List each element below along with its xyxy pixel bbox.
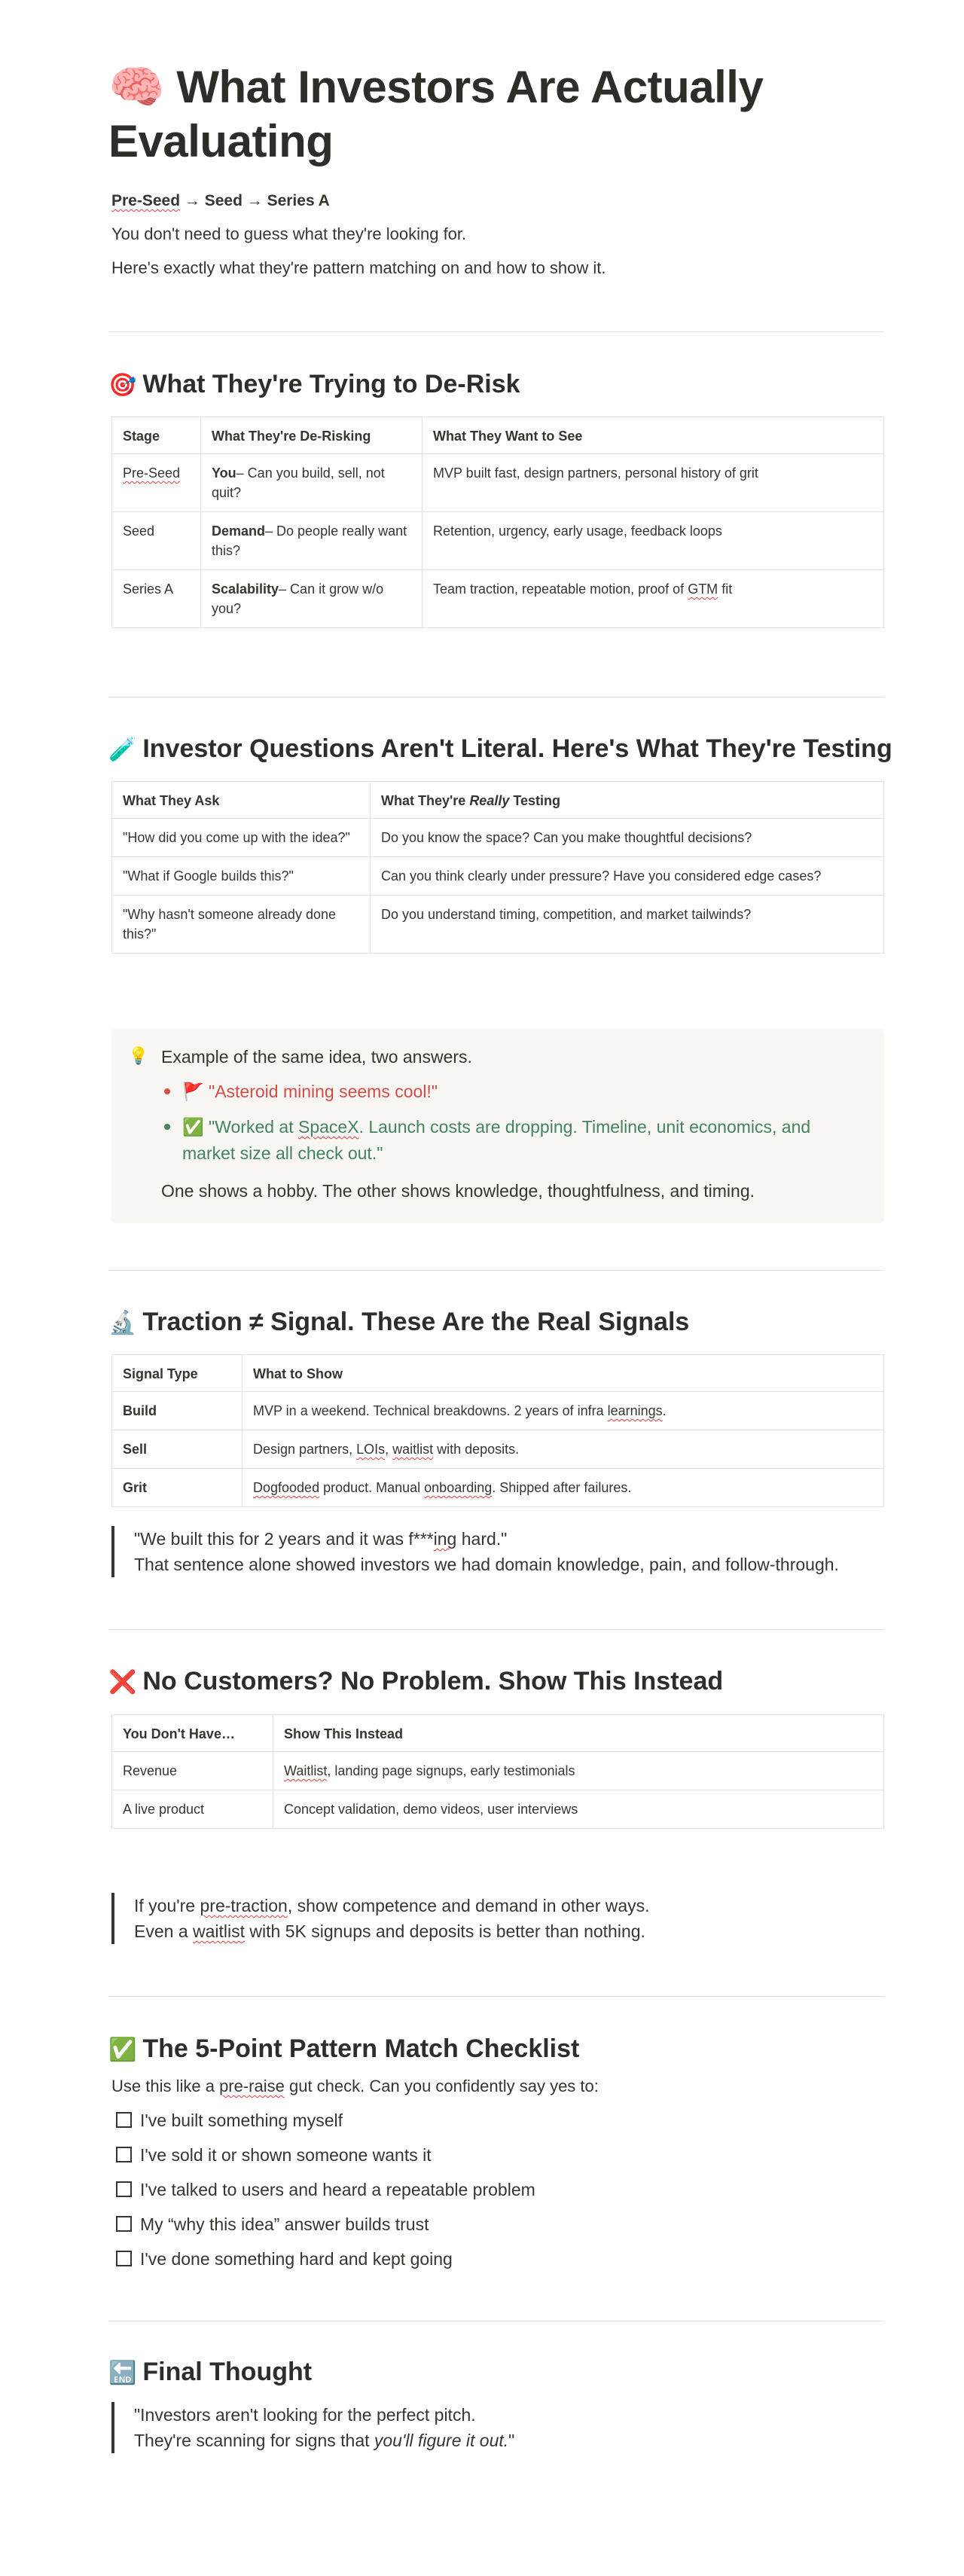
test-tube-icon: 🧪 — [108, 737, 137, 763]
cell-text: – Can you build, sell, not quit? — [212, 465, 385, 500]
divider — [108, 1629, 884, 1630]
cell-text: – Can it grow w/o you? — [212, 581, 384, 616]
divider — [108, 331, 884, 332]
column-header: Stage — [112, 417, 201, 454]
table-cell — [243, 1430, 884, 1469]
brain-icon: 🧠 — [108, 61, 165, 114]
cell-text: Pre-Seed — [123, 465, 181, 481]
checklist-item-label: I've talked to users and heard a repeatable problem — [140, 2180, 535, 2199]
table-cell — [273, 1752, 884, 1790]
pattern-checklist — [116, 2109, 535, 2282]
intro-text: Use this like a — [111, 2077, 220, 2095]
checkbox[interactable] — [116, 2251, 132, 2266]
checklist-item-label: I've sold it or shown someone wants it — [140, 2145, 432, 2165]
table-cell: "How did you come up with the idea?" — [112, 819, 371, 857]
cell-text: . Shipped after failures. — [492, 1480, 632, 1495]
cell-bold-text: Scalability — [212, 581, 279, 597]
quote-text: hard." — [456, 1529, 508, 1549]
section-heading-no-customers — [108, 1665, 723, 1699]
quote-text: waitlist — [193, 1921, 246, 1941]
table-row — [112, 512, 884, 570]
bullet-dot — [164, 1124, 170, 1130]
quote-line — [134, 1893, 650, 1918]
table-cell — [423, 570, 884, 628]
good-answer-text: SpaceX — [297, 1117, 359, 1137]
check-box-icon: ✅ — [108, 2037, 137, 2063]
column-header: What to Show — [243, 1355, 884, 1392]
table-cell: Retention, urgency, early usage, feedback loops — [423, 512, 884, 570]
cell-text: Design partners, — [253, 1442, 357, 1457]
table-cell — [243, 1392, 884, 1430]
table-cell: Do you know the space? Can you make thoughtful decisions? — [371, 819, 884, 857]
cell-text: Team traction, repeatable motion, proof of — [433, 581, 688, 597]
intro-line-2: Here's exactly what they're pattern matching on and how to show it. — [111, 258, 606, 277]
cell-text: – Do people really want this? — [212, 523, 407, 558]
table-cell: Build — [112, 1392, 243, 1430]
table-row — [112, 454, 884, 512]
table-cell — [201, 570, 423, 628]
table-cell: Grit — [112, 1469, 243, 1507]
quote-line — [134, 1918, 650, 1944]
quote-text: They're scanning for signs that — [134, 2431, 374, 2450]
stage-rest-text: → Seed → Series A — [180, 192, 330, 209]
column-header: What They Want to See — [423, 417, 884, 454]
table-cell — [201, 512, 423, 570]
cell-bold-text: Demand — [212, 523, 266, 539]
target-icon: 🎯 — [108, 372, 137, 398]
quote-line — [134, 1526, 839, 1552]
quote-text: ing — [433, 1529, 457, 1549]
cell-text: with deposits. — [433, 1442, 520, 1457]
red-flag-icon: 🚩 — [182, 1082, 204, 1102]
quote-text: If you're — [134, 1896, 200, 1915]
cell-text: MVP in a weekend. Technical breakdowns. 2 years of infra — [253, 1403, 608, 1418]
intro-line-1: You don't need to guess what they're looking for. — [111, 224, 467, 243]
table-cell: "What if Google builds this?" — [112, 857, 371, 896]
quote-emphasis: you'll figure it out. — [374, 2431, 509, 2450]
signals-table — [111, 1354, 884, 1507]
quote-line: "Investors aren't looking for the perfect pitch. — [134, 2405, 476, 2425]
bullet-dot — [164, 1088, 170, 1094]
table-cell: MVP built fast, design partners, personal history of grit — [423, 454, 884, 512]
table-cell — [112, 454, 201, 512]
header-text: Testing — [509, 793, 561, 808]
callout-heading: Example of the same idea, two answers. — [161, 1047, 472, 1067]
section-heading-text: The 5-Point Pattern Match Checklist — [142, 2034, 580, 2063]
alternatives-table — [111, 1714, 884, 1829]
cell-text: product. Manual — [319, 1480, 425, 1495]
quote-text: with 5K signups and deposits is better than nothing. — [245, 1921, 645, 1941]
table-cell: Can you think clearly under pressure? Have you considered edge cases? — [371, 857, 884, 896]
checklist-intro — [111, 2075, 599, 2098]
table-header-row — [112, 1355, 884, 1392]
table-row — [112, 1752, 884, 1790]
final-quote — [111, 2402, 514, 2453]
cell-text: waitlist — [392, 1442, 434, 1457]
table-cell: Sell — [112, 1430, 243, 1469]
stage-preseed-text: Pre-Seed — [111, 192, 181, 209]
cell-text: , landing page signups, early testimonials — [327, 1763, 575, 1778]
checkbox[interactable] — [116, 2181, 132, 2197]
example-list — [161, 1079, 862, 1175]
intro-text: pre-raise — [219, 2077, 285, 2095]
page-title — [108, 60, 786, 169]
table-row — [112, 819, 884, 857]
table-cell: Series A — [112, 570, 201, 628]
table-cell — [243, 1469, 884, 1507]
quote-line: That sentence alone showed investors we had domain knowledge, pain, and follow-through. — [134, 1555, 839, 1574]
check-mark-icon: ✅ — [182, 1118, 204, 1137]
intro-text: gut check. Can you confidently say yes to: — [284, 2077, 599, 2095]
section-heading-text: Traction ≠ Signal. These Are the Real Signals — [142, 1308, 690, 1336]
checklist-item[interactable] — [116, 2109, 535, 2132]
table-cell: Seed — [112, 512, 201, 570]
pre-traction-quote — [111, 1893, 650, 1944]
cell-text: learnings — [607, 1403, 663, 1418]
quote-line — [134, 2428, 514, 2453]
list-item — [161, 1114, 862, 1166]
cell-text: Waitlist — [284, 1763, 328, 1778]
section-heading-text: Final Thought — [142, 2358, 313, 2386]
table-cell: A live product — [112, 1790, 273, 1829]
quote-text: "We built this for 2 years and it was f*** — [134, 1529, 434, 1549]
quote-text: , show competence and demand in other ways. — [287, 1896, 650, 1915]
example-callout — [111, 1029, 884, 1223]
section-heading-text: Investor Questions Aren't Literal. Here's What They're Testing — [142, 734, 892, 763]
page-title-text: What Investors Are Actually Evaluating — [108, 62, 764, 166]
cell-text: LOIs — [356, 1442, 386, 1457]
table-row — [112, 1430, 884, 1469]
quote-text: " — [508, 2431, 515, 2450]
end-arrow-icon: 🔚 — [108, 2360, 137, 2386]
checklist-item-label: I've done something hard and kept going — [140, 2249, 453, 2269]
derisk-table — [111, 417, 884, 628]
checklist-item[interactable] — [116, 2248, 535, 2270]
cell-text: GTM — [688, 581, 718, 597]
questions-table — [111, 781, 884, 954]
checkbox[interactable] — [116, 2216, 132, 2232]
column-header: Signal Type — [112, 1355, 243, 1392]
table-row — [112, 1790, 884, 1829]
column-header: You Don't Have… — [112, 1715, 273, 1752]
header-text: What They're — [381, 793, 470, 808]
cross-mark-icon: ❌ — [108, 1669, 137, 1695]
section-heading-questions — [108, 732, 892, 767]
table-header-row — [112, 1715, 884, 1752]
cell-text: fit — [718, 581, 733, 597]
table-row — [112, 896, 884, 954]
column-header: What They're De-Risking — [201, 417, 423, 454]
good-answer-text: . Launch costs are dropping. Timeline, unit economics, and market size all check out." — [182, 1117, 811, 1163]
lightbulb-icon: 💡 — [128, 1047, 149, 1066]
signals-quote — [111, 1526, 839, 1577]
cell-text: , — [385, 1442, 393, 1457]
section-heading-checklist — [108, 2032, 579, 2067]
table-row — [112, 1392, 884, 1430]
table-cell: Revenue — [112, 1752, 273, 1790]
cell-text: onboarding — [424, 1480, 493, 1495]
table-cell: Concept validation, demo videos, user interviews — [273, 1790, 884, 1829]
table-header-row — [112, 782, 884, 819]
section-heading-derisk — [108, 368, 520, 402]
funding-stages-line — [111, 190, 330, 212]
section-heading-text: What They're Trying to De-Risk — [142, 370, 520, 398]
divider — [108, 1996, 884, 1997]
cell-text: Dogfooded — [253, 1480, 320, 1495]
quote-text: Even a — [134, 1921, 193, 1941]
checkbox[interactable] — [116, 2147, 132, 2162]
table-row — [112, 857, 884, 896]
table-header-row — [112, 417, 884, 454]
column-header — [371, 782, 884, 819]
table-cell — [201, 454, 423, 512]
section-heading-signals — [108, 1305, 689, 1340]
section-heading-text: No Customers? No Problem. Show This Instead — [142, 1667, 724, 1695]
checklist-item[interactable] — [116, 2144, 535, 2166]
table-row — [112, 570, 884, 628]
checklist-item[interactable] — [116, 2178, 535, 2201]
callout-conclusion: One shows a hobby. The other shows knowledge, thoughtfulness, and timing. — [161, 1181, 755, 1201]
checklist-item[interactable] — [116, 2213, 535, 2236]
good-answer-text: "Worked at — [209, 1117, 298, 1137]
header-emphasis: Really — [469, 793, 510, 808]
list-item — [161, 1079, 862, 1105]
table-cell: Do you understand timing, competition, and market tailwinds? — [371, 896, 884, 954]
checkbox[interactable] — [116, 2112, 132, 2128]
table-cell: "Why hasn't someone already done this?" — [112, 896, 371, 954]
checklist-item-label: My “why this idea” answer builds trust — [140, 2214, 429, 2234]
table-row — [112, 1469, 884, 1507]
bad-answer-text: "Asteroid mining seems cool!" — [209, 1082, 438, 1101]
column-header: What They Ask — [112, 782, 371, 819]
section-heading-final-thought — [108, 2355, 312, 2390]
divider — [108, 1270, 884, 1271]
column-header: Show This Instead — [273, 1715, 884, 1752]
cell-bold-text: You — [212, 465, 236, 481]
microscope-icon: 🔬 — [108, 1310, 137, 1336]
checklist-item-label: I've built something myself — [140, 2111, 343, 2130]
quote-text: pre-traction — [200, 1896, 288, 1915]
cell-text: . — [662, 1403, 667, 1418]
